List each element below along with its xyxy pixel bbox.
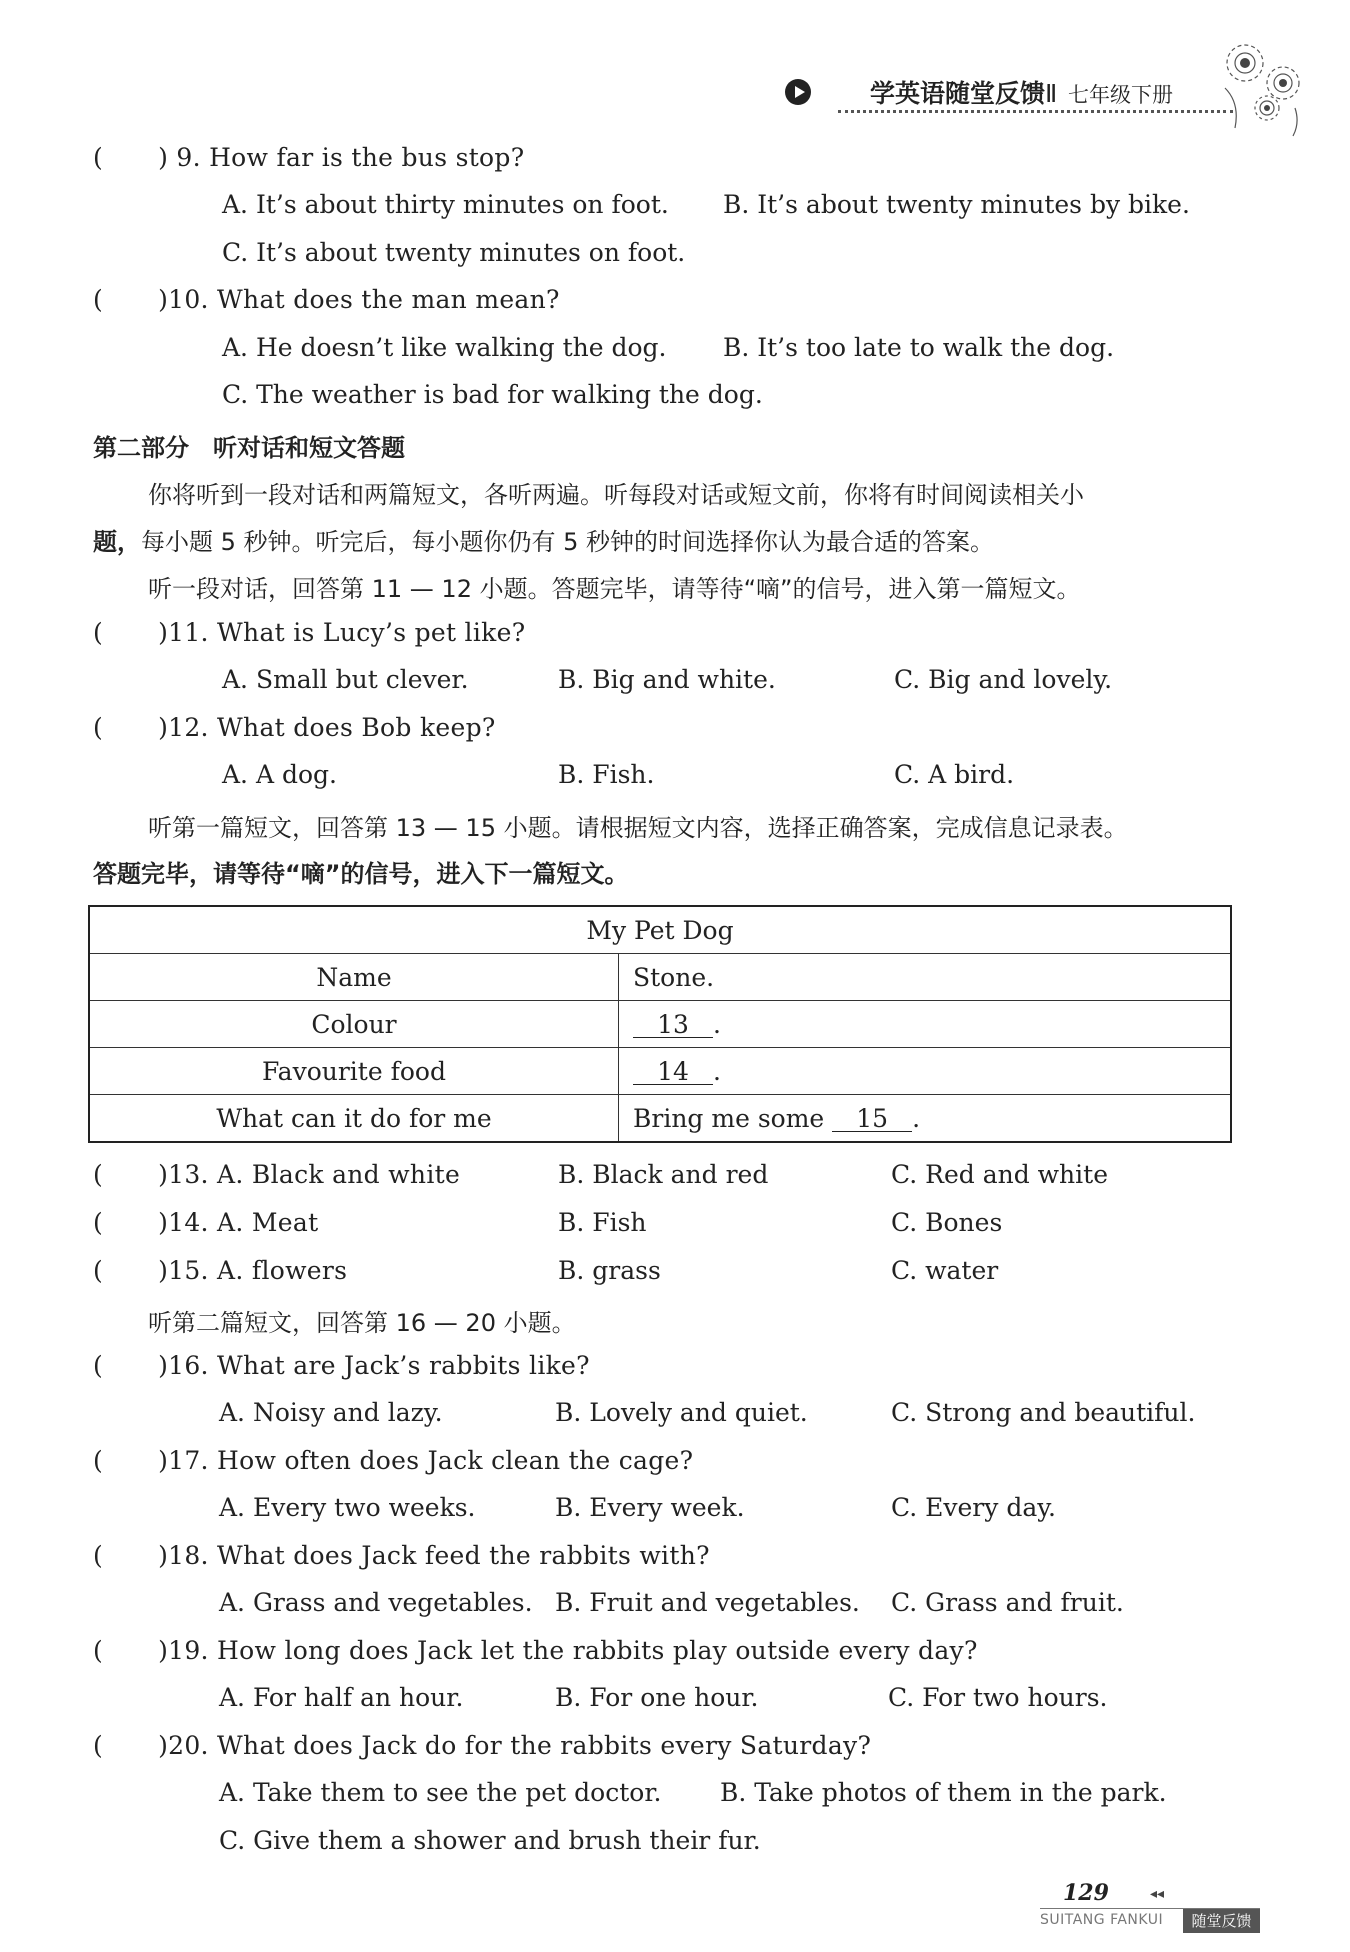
option-11a: A. Small but clever. [222,665,469,694]
option-15c: C. water [891,1256,999,1285]
question-14: ( )14. A. Meat [93,1208,319,1237]
row-label: Name [89,954,619,1001]
option-9c: C. It’s about twenty minutes on foot. [222,238,686,267]
option-17c: C. Every day. [891,1493,1056,1522]
info-record-table [88,905,1232,1143]
option-18c: C. Grass and fruit. [891,1588,1124,1617]
brand-latin: SUITANG FANKUI [1040,1912,1164,1928]
question-19: ( )19. How long does Jack let the rabbits play outside every day? [93,1636,978,1665]
question-9: ( ) 9. How far is the bus stop? [93,143,525,172]
option-17a: A. Every two weeks. [219,1493,476,1522]
question-20: ( )20. What does Jack do for the rabbits every Saturday? [93,1731,872,1760]
question-13: ( )13. A. Black and white [93,1160,461,1189]
answer-blank-15[interactable]: 15 [832,1107,912,1132]
question-10: ( )10. What does the man mean? [93,285,560,314]
option-19b: B. For one hour. [555,1683,759,1712]
passage1-instructions-1: 听第一篇短文，回答第 13 — 15 小题。请根据短文内容，选择正确答案，完成信息记录表。 [148,814,1128,842]
section-heading: 第二部分 听对话和短文答题 [93,434,405,462]
option-12b: B. Fish. [558,760,655,789]
table-row [89,954,1231,1001]
brand-cn: 随堂反馈 [1183,1909,1260,1933]
question-16: ( )16. What are Jack’s rabbits like? [93,1351,590,1380]
option-20c: C. Give them a shower and brush their fur. [219,1826,761,1855]
option-19a: A. For half an hour. [219,1683,464,1712]
option-10b: B. It’s too late to walk the dog. [723,333,1115,362]
row-value: Stone. [619,954,1232,1001]
option-12a: A. A dog. [222,760,337,789]
answer-blank-14[interactable]: 14 [633,1060,713,1085]
option-11c: C. Big and lovely. [894,665,1113,694]
row-label: Favourite food [89,1048,619,1095]
page-number: 129 [1063,1880,1109,1906]
question-11: ( )11. What is Lucy’s pet like? [93,618,526,647]
grade-label: 七年级下册 [1068,83,1173,107]
option-13c: C. Red and white [891,1160,1108,1189]
table-row [89,1001,1231,1048]
question-17: ( )17. How often does Jack clean the cage? [93,1446,694,1475]
table-row [89,1048,1231,1095]
row-value: 13 . [619,1001,1232,1048]
dialog-instructions: 听一段对话，回答第 11 — 12 小题。答题完毕，请等待“嘀”的信号，进入第一篇短文。 [148,575,1081,603]
option-10a: A. He doesn’t like walking the dog. [222,333,667,362]
sunflower-decoration-icon [1205,28,1315,138]
option-12c: C. A bird. [894,760,1015,789]
passage2-instructions: 听第二篇短文，回答第 16 — 20 小题。 [148,1309,576,1337]
option-15b: B. grass [558,1256,661,1285]
option-10c: C. The weather is bad for walking the dog. [222,380,763,409]
option-11b: B. Big and white. [558,665,776,694]
play-icon [785,79,811,105]
answer-blank-13[interactable]: 13 [633,1013,713,1038]
intro-line-2: 题，每小题 5 秒钟。听完后，每小题你仍有 5 秒钟的时间选择你认为最合适的答案。 [93,528,995,556]
option-9a: A. It’s about thirty minutes on foot. [222,190,669,219]
option-17b: B. Every week. [555,1493,745,1522]
option-14b: B. Fish [558,1208,647,1237]
option-20a: A. Take them to see the pet doctor. [219,1778,662,1807]
row-label: What can it do for me [89,1095,619,1143]
option-14c: C. Bones [891,1208,1003,1237]
row-label: Colour [89,1001,619,1048]
option-9b: B. It’s about twenty minutes by bike. [723,190,1190,219]
table-row [89,1095,1231,1143]
option-16a: A. Noisy and lazy. [219,1398,443,1427]
footer-brand [1040,1908,1260,1935]
question-12: ( )12. What does Bob keep? [93,713,496,742]
option-13b: B. Black and red [558,1160,769,1189]
row-value: 14 . [619,1048,1232,1095]
question-18: ( )18. What does Jack feed the rabbits with? [93,1541,710,1570]
option-20b: B. Take photos of them in the park. [720,1778,1167,1807]
option-18b: B. Fruit and vegetables. [555,1588,860,1617]
intro-line-1: 你将听到一段对话和两篇短文，各听两遍。听每段对话或短文前，你将有时间阅读相关小 [148,481,1084,509]
arrows-icon: ◂◂ [1150,1886,1165,1902]
header-divider [838,110,1233,113]
option-18a: A. Grass and vegetables. [219,1588,533,1617]
option-16b: B. Lovely and quiet. [555,1398,808,1427]
row-value: Bring me some 15 . [619,1095,1232,1143]
option-16c: C. Strong and beautiful. [891,1398,1196,1427]
option-19c: C. For two hours. [888,1683,1108,1712]
passage1-instructions-2: 答题完毕，请等待“嘀”的信号，进入下一篇短文。 [93,860,629,888]
table-title: My Pet Dog [89,906,1231,954]
question-15: ( )15. A. flowers [93,1256,348,1285]
book-title: 学英语随堂反馈Ⅱ [870,79,1058,108]
